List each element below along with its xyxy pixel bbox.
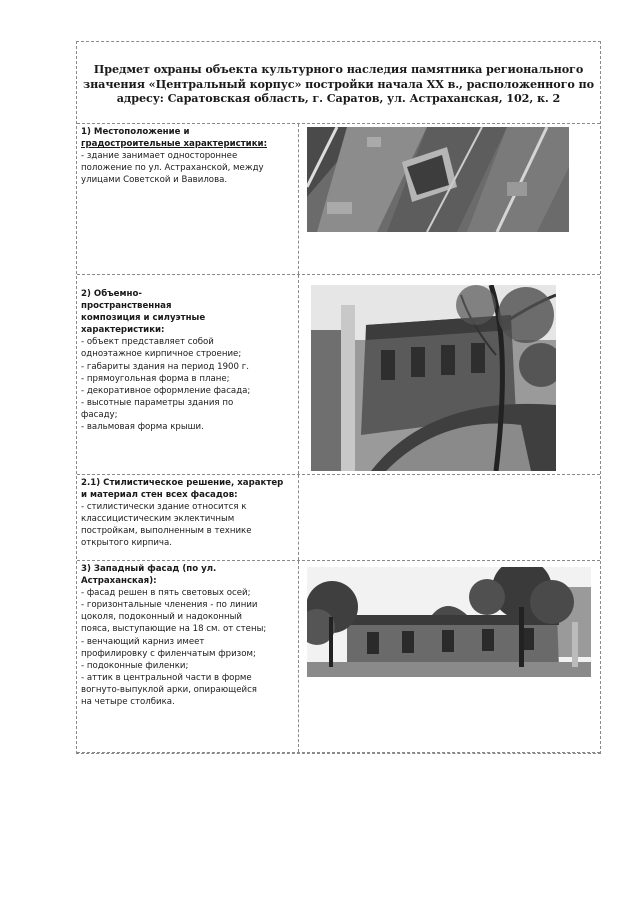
section-line: - здание занимает одностороннее bbox=[81, 151, 238, 162]
section-line: - фасад решен в пять световых осей; bbox=[81, 588, 251, 599]
section-line: классицистическим эклектичным bbox=[81, 514, 235, 525]
section-line: - венчающий карниз имеет bbox=[81, 636, 205, 647]
section-line: профилировку с филенчатым фризом; bbox=[81, 648, 256, 659]
section-text bbox=[77, 561, 299, 752]
section-line: улицами Советской и Вавилова. bbox=[81, 175, 228, 186]
section-line: вогнуто-выпуклой арки, опирающейся bbox=[81, 684, 257, 695]
section-heading: и материал стен всех фасадов: bbox=[81, 490, 238, 501]
section-photo-cell bbox=[299, 475, 600, 560]
document-title bbox=[78, 62, 599, 106]
table-row bbox=[77, 474, 600, 560]
section-line: цоколя, подоконный и надоконный bbox=[81, 612, 243, 623]
section-heading: Астраханская): bbox=[81, 576, 157, 587]
section-line: - габариты здания на период 1900 г. bbox=[81, 361, 249, 372]
section-heading: градостроительные характеристики: bbox=[81, 139, 267, 150]
section-line: одноэтажное кирпичное строение; bbox=[81, 349, 242, 360]
section-line: - аттик в центральной части в форме bbox=[81, 672, 252, 683]
section-line: на четыре столбика. bbox=[81, 697, 175, 708]
section-heading: 3) Западный фасад (по ул. bbox=[81, 564, 217, 574]
section-heading: 2.1) Стилистическое решение, характер bbox=[81, 478, 284, 488]
section-heading: 1) Местоположение и bbox=[81, 127, 190, 137]
section-photo-cell bbox=[299, 124, 600, 274]
table-row bbox=[77, 560, 600, 753]
title-line: Предмет охраны объекта культурного наследия памятника регионального bbox=[93, 62, 584, 76]
west-facade-photo bbox=[307, 567, 591, 677]
table-row bbox=[77, 123, 600, 274]
title-line: адресу: Саратовская область, г. Саратов, ул. Астраханская, 102, к. 2 bbox=[116, 91, 561, 105]
section-text bbox=[77, 275, 299, 474]
aerial-map-photo bbox=[307, 127, 569, 232]
building-street-photo bbox=[311, 285, 556, 471]
section-line: - горизонтальные членения - по линии bbox=[81, 600, 258, 611]
section-line: - прямоугольная форма в плане; bbox=[81, 373, 230, 384]
title-line: значения «Центральный корпус» постройки начала XX в., расположенного по bbox=[83, 76, 594, 91]
section-heading: характеристики: bbox=[81, 325, 165, 336]
section-photo-cell bbox=[299, 275, 600, 474]
section-line: открытого кирпича. bbox=[81, 538, 172, 549]
section-line: - высотные параметры здания по bbox=[81, 397, 234, 408]
section-line: фасаду; bbox=[81, 409, 118, 420]
table-row bbox=[77, 274, 600, 474]
section-heading: пространственная bbox=[81, 301, 172, 312]
section-heading: 2) Объемно- bbox=[81, 289, 142, 299]
section-text bbox=[77, 124, 299, 274]
section-line: - подоконные филенки; bbox=[81, 660, 189, 671]
section-line: постройкам, выполненным в технике bbox=[81, 526, 252, 537]
section-line: - стилистически здание относится к bbox=[81, 502, 247, 513]
section-line: положение по ул. Астраханской, между bbox=[81, 163, 264, 174]
section-line: пояса, выступающие на 18 см. от стены; bbox=[81, 624, 267, 635]
section-photo-cell bbox=[299, 561, 600, 752]
section-line: - декоративное оформление фасада; bbox=[81, 385, 251, 396]
section-heading: композиция и силуэтные bbox=[81, 313, 206, 324]
section-line: - объект представляет собой bbox=[81, 337, 214, 348]
section-line: - вальмовая форма крыши. bbox=[81, 422, 204, 433]
section-text bbox=[77, 475, 299, 560]
